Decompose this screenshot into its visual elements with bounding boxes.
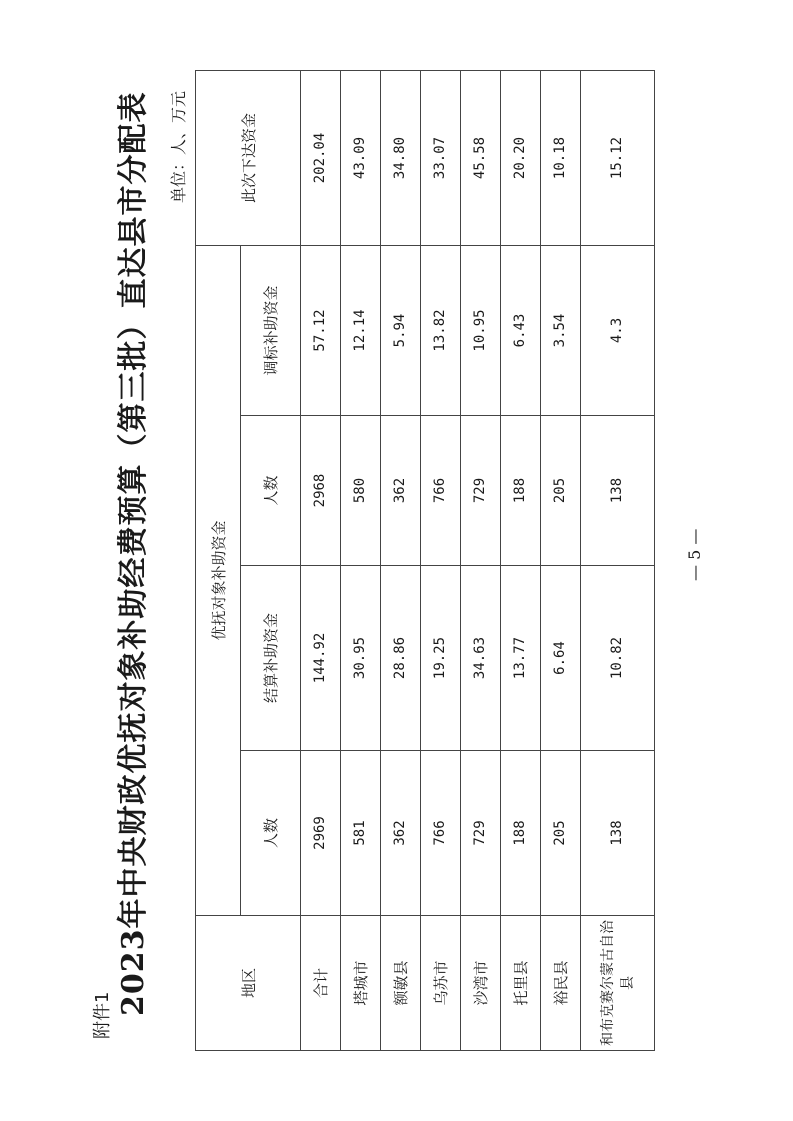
cell-people-settle: 205 <box>540 751 580 916</box>
table-row <box>301 70 341 1050</box>
table-row <box>340 70 380 1050</box>
cell-people-settle: 188 <box>500 751 540 916</box>
cell-people-settle: 581 <box>340 751 380 916</box>
cell-region: 和布克赛尔蒙古自治县 <box>580 916 654 1051</box>
header-people-settle: 人数 <box>241 751 301 916</box>
cell-settle-funds: 6.64 <box>540 566 580 751</box>
cell-people-adjust: 188 <box>500 416 540 566</box>
table-row <box>380 70 420 1050</box>
header-adjust-funds: 调标补助资金 <box>241 245 301 415</box>
cell-people-adjust: 729 <box>460 416 500 566</box>
table-row <box>580 70 654 1050</box>
cell-people-adjust: 362 <box>380 416 420 566</box>
cell-region: 合计 <box>301 916 341 1051</box>
cell-settle-funds: 34.63 <box>460 566 500 751</box>
cell-adjust-funds: 57.12 <box>301 245 341 415</box>
cell-adjust-funds: 6.43 <box>500 245 540 415</box>
header-issued-funds: 此次下达资金 <box>196 70 301 245</box>
cell-settle-funds: 144.92 <box>301 566 341 751</box>
cell-region: 裕民县 <box>540 916 580 1051</box>
cell-issued-funds: 45.58 <box>460 70 500 245</box>
cell-people-adjust: 2968 <box>301 416 341 566</box>
table-row <box>540 70 580 1050</box>
cell-adjust-funds: 3.54 <box>540 245 580 415</box>
cell-people-settle: 766 <box>420 751 460 916</box>
cell-region: 乌苏市 <box>420 916 460 1051</box>
cell-settle-funds: 10.82 <box>580 566 654 751</box>
cell-issued-funds: 43.09 <box>340 70 380 245</box>
table-row <box>420 70 460 1050</box>
unit-label: 单位：人、万元 <box>169 90 188 203</box>
cell-settle-funds: 30.95 <box>340 566 380 751</box>
cell-region: 托里县 <box>500 916 540 1051</box>
cell-issued-funds: 20.20 <box>500 70 540 245</box>
cell-adjust-funds: 12.14 <box>340 245 380 415</box>
cell-people-settle: 2969 <box>301 751 341 916</box>
cell-adjust-funds: 4.3 <box>580 245 654 415</box>
cell-issued-funds: 15.12 <box>580 70 654 245</box>
header-region: 地区 <box>196 916 301 1051</box>
header-people-adjust: 人数 <box>241 416 301 566</box>
header-group: 优抚对象补助资金 <box>196 245 241 915</box>
cell-adjust-funds: 5.94 <box>380 245 420 415</box>
page-number: — 5 — <box>685 528 704 581</box>
cell-issued-funds: 202.04 <box>301 70 341 245</box>
cell-settle-funds: 28.86 <box>380 566 420 751</box>
cell-people-adjust: 205 <box>540 416 580 566</box>
header-settle-funds: 结算补助资金 <box>241 566 301 751</box>
cell-issued-funds: 10.18 <box>540 70 580 245</box>
attachment-label: 附件1 <box>92 991 113 1039</box>
cell-people-adjust: 138 <box>580 416 654 566</box>
cell-adjust-funds: 10.95 <box>460 245 500 415</box>
cell-people-settle: 729 <box>460 751 500 916</box>
cell-people-settle: 138 <box>580 751 654 916</box>
cell-region: 额敏县 <box>380 916 420 1051</box>
cell-people-adjust: 766 <box>420 416 460 566</box>
cell-settle-funds: 13.77 <box>500 566 540 751</box>
table-row <box>500 70 540 1050</box>
cell-issued-funds: 34.80 <box>380 70 420 245</box>
table-row <box>460 70 500 1050</box>
cell-region: 塔城市 <box>340 916 380 1051</box>
cell-adjust-funds: 13.82 <box>420 245 460 415</box>
cell-region: 沙湾市 <box>460 916 500 1051</box>
allocation-table <box>195 70 655 1051</box>
cell-people-adjust: 580 <box>340 416 380 566</box>
cell-settle-funds: 19.25 <box>420 566 460 751</box>
cell-people-settle: 362 <box>380 751 420 916</box>
cell-issued-funds: 33.07 <box>420 70 460 245</box>
page-title: 2023年中央财政优抚对象补助经费预算（第三批）直达县市分配表 <box>116 91 151 1016</box>
